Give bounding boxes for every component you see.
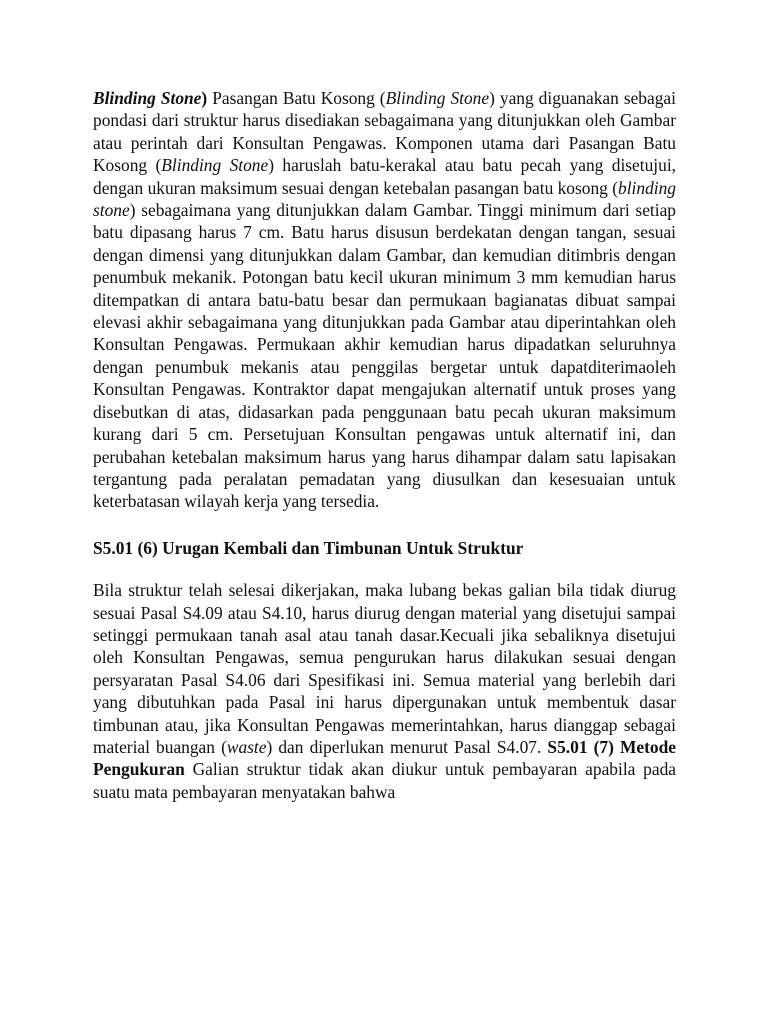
paragraph-urugan-kembali — [93, 579, 676, 803]
italic-term: Blinding Stone — [385, 88, 490, 108]
text-segment: ) haruslah batu-kerakal atau batu pecah yang disetujui, dengan ukuran maksimum sesuai dengan ketebalan pasangan batu kosong ( — [93, 155, 677, 198]
inline-heading: S5.01 (7) Metode Pengukuran — [93, 736, 676, 780]
text-segment: Galian struktur tidak akan diukur untuk pembayaran apabila pada suatu mata pembayaran menyatakan bahwa — [93, 759, 676, 802]
text-segment: ) yang diguanakan sebagai pondasi dari struktur harus disediakan sebagaimana yang ditunjukkan oleh Gambar atau perintah dari Konsultan Pengawas. Komponen utama dari Pasangan Batu Kosong ( — [93, 88, 676, 176]
paragraph-blinding-stone — [93, 87, 676, 513]
lead-term-close: ) — [201, 88, 208, 108]
italic-term: Blinding Stone — [161, 155, 269, 176]
text-segment: ) dan diperlukan menurut Pasal S4.07. — [266, 736, 548, 757]
section-heading: S5.01 (6) Urugan Kembali dan Timbunan Untuk Struktur — [93, 537, 524, 558]
lead-term: Blinding Stone — [93, 88, 202, 108]
text-segment: Pasangan Batu Kosong ( — [207, 88, 386, 108]
document-page — [93, 87, 676, 803]
text-segment: Bila struktur telah selesai dikerjakan, maka lubang bekas galian bila tidak diurug sesuai Pasal S4.09 atau S4.10, harus diurug dengan material yang disetujui sampai setinggi permukaan tanah asal atau tanah dasar.Kecuali jika sebaliknya disetujui oleh Konsultan Pengawas, semua pengurukan harus dilakukan sesuai dengan persyaratan Pasal S4.06 dari Spesifikasi ini. Semua material yang berlebih dari yang dibutuhkan pada Pasal ini harus dipergunakan untuk membentuk dasar timbunan atau, jika Konsultan Pengawas memerintahkan, harus dianggap sebagai material buangan ( — [93, 580, 676, 757]
italic-term: blinding stone — [93, 177, 676, 221]
italic-term: waste — [226, 736, 267, 757]
text-segment: ) sebagaimana yang ditunjukkan dalam Gambar. Tinggi minimum dari setiap batu dipasang harus 7 cm. Batu harus disusun berdekatan dengan tangan, sesuai dengan dimensi yang ditunjukkan dalam Gambar, dan kemudian ditimbris dengan penumbuk mekanik. Potongan batu kecil ukuran minimum 3 mm kemudian harus ditempatkan di antara batu-batu besar dan permukaan bagianatas dibuat sampai elevasi akhir sebagaimana yang ditunjukkan pada Gambar atau diperintahkan oleh Konsultan Pengawas. Permukaan akhir kemudian harus dipadatkan seluruhnya dengan penumbuk mekanis atau penggilas bergetar untuk dapatditerimaoleh Konsultan Pengawas. Kontraktor dapat mengajukan alternatif untuk proses yang disebutkan di atas, didasarkan pada penggunaan batu pecah ukuran maksimum kurang dari 5 cm. Persetujuan Konsultan pengawas untuk alternatif ini, dan perubahan ketebalan maksimum harus yang harus dihampar dalam satu lapisakan tergantung pada peralatan pemadatan yang diusulkan dan kesesuaian untuk keterbatasan wilayah kerja yang tersedia. — [93, 200, 676, 512]
